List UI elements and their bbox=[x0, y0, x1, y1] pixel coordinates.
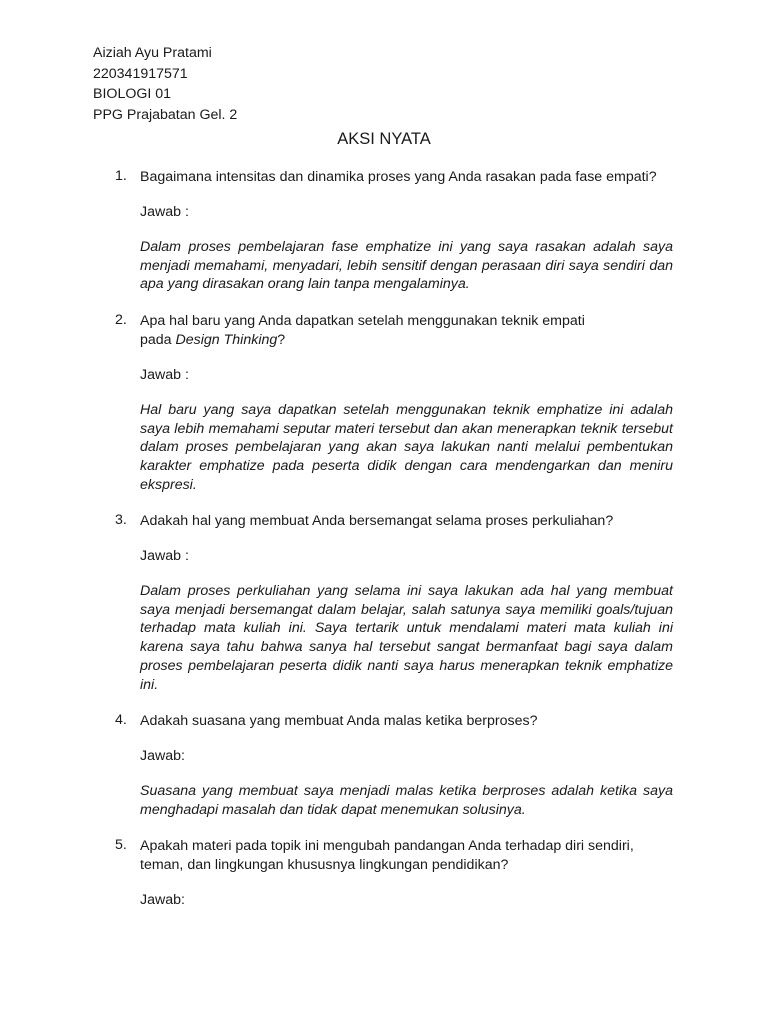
question-line-2: teman, dan lingkungan khususnya lingkungan pendidikan? bbox=[140, 857, 509, 873]
document-title: AKSI NYATA bbox=[337, 130, 431, 148]
student-id: 220341917571 bbox=[93, 65, 188, 82]
jawab-label: Jawab : bbox=[140, 548, 189, 564]
question-number: 2. bbox=[115, 312, 127, 328]
question-line-1: Apa hal baru yang Anda dapatkan setelah menggunakan teknik empati bbox=[140, 313, 585, 329]
question-number: 3. bbox=[115, 512, 127, 528]
question-number: 4. bbox=[115, 712, 127, 728]
question-line-2-prefix: pada bbox=[140, 332, 176, 348]
student-program: PPG Prajabatan Gel. 2 bbox=[93, 106, 238, 123]
jawab-label: Jawab: bbox=[140, 892, 185, 908]
student-name: Aiziah Ayu Pratami bbox=[93, 45, 212, 61]
question-text: Adakah hal yang membuat Anda bersemangat selama proses perkuliahan? bbox=[140, 513, 614, 529]
answer-text: Dalam proses perkuliahan yang selama ini saya lakukan ada hal yang membuat saya menjadi bersemangat dalam belajar, salah satunya saya memiliki goals/tujuan terhadap mata kuliah ini. Saya tertarik untuk mendalami materi mata kuliah ini karena saya tahu bahwa sanya hal tersebut sangat bermanfaat bagi saya dalam proses pembelajaran peserta didik nanti saya harus menerapkan teknik emphatize ini. bbox=[140, 583, 673, 693]
question-text bbox=[140, 837, 673, 875]
question-text bbox=[140, 312, 673, 350]
question-text: Bagaimana intensitas dan dinamika proses yang Anda rasakan pada fase empati? bbox=[140, 169, 657, 185]
jawab-label: Jawab : bbox=[140, 367, 189, 383]
jawab-label: Jawab: bbox=[140, 748, 185, 764]
question-emphasis: Design Thinking bbox=[175, 332, 278, 348]
question-text: Adakah suasana yang membuat Anda malas ketika berproses? bbox=[140, 713, 538, 729]
answer-text: Dalam proses pembelajaran fase emphatize ini yang saya rasakan adalah saya menjadi memahami, menyadari, lebih sensitif dengan perasaan diri saya sendiri dan apa yang dirasakan orang lain tanpa mengalaminya. bbox=[140, 239, 673, 293]
question-line-1: Apakah materi pada topik ini mengubah pandangan Anda terhadap diri sendiri, bbox=[140, 838, 634, 854]
student-header bbox=[93, 43, 237, 125]
answer-text: Suasana yang membuat saya menjadi malas ketika berproses adalah ketika saya menghadapi masalah dan tidak dapat menemukan solusinya. bbox=[140, 783, 673, 818]
question-number: 1. bbox=[115, 168, 127, 184]
question-item-2 bbox=[115, 312, 673, 495]
question-number: 5. bbox=[115, 837, 127, 853]
question-item-4 bbox=[115, 712, 673, 819]
answer-text: Hal baru yang saya dapatkan setelah menggunakan teknik emphatize ini adalah saya lebih memahami seputar materi tersebut dan akan menerapkan teknik tersebut dalam proses pembelajaran yang akan saya lakukan nanti melalui pembentukan karakter emphatize pada peserta didik dengan cara mendengarkan dan meniru ekspresi. bbox=[140, 402, 673, 493]
question-item-1 bbox=[115, 168, 673, 294]
question-item-3 bbox=[115, 512, 673, 694]
question-item-5 bbox=[115, 837, 673, 910]
jawab-label: Jawab : bbox=[140, 204, 189, 220]
question-line-2-suffix: ? bbox=[277, 332, 286, 348]
student-class: BIOLOGI 01 bbox=[93, 86, 172, 102]
